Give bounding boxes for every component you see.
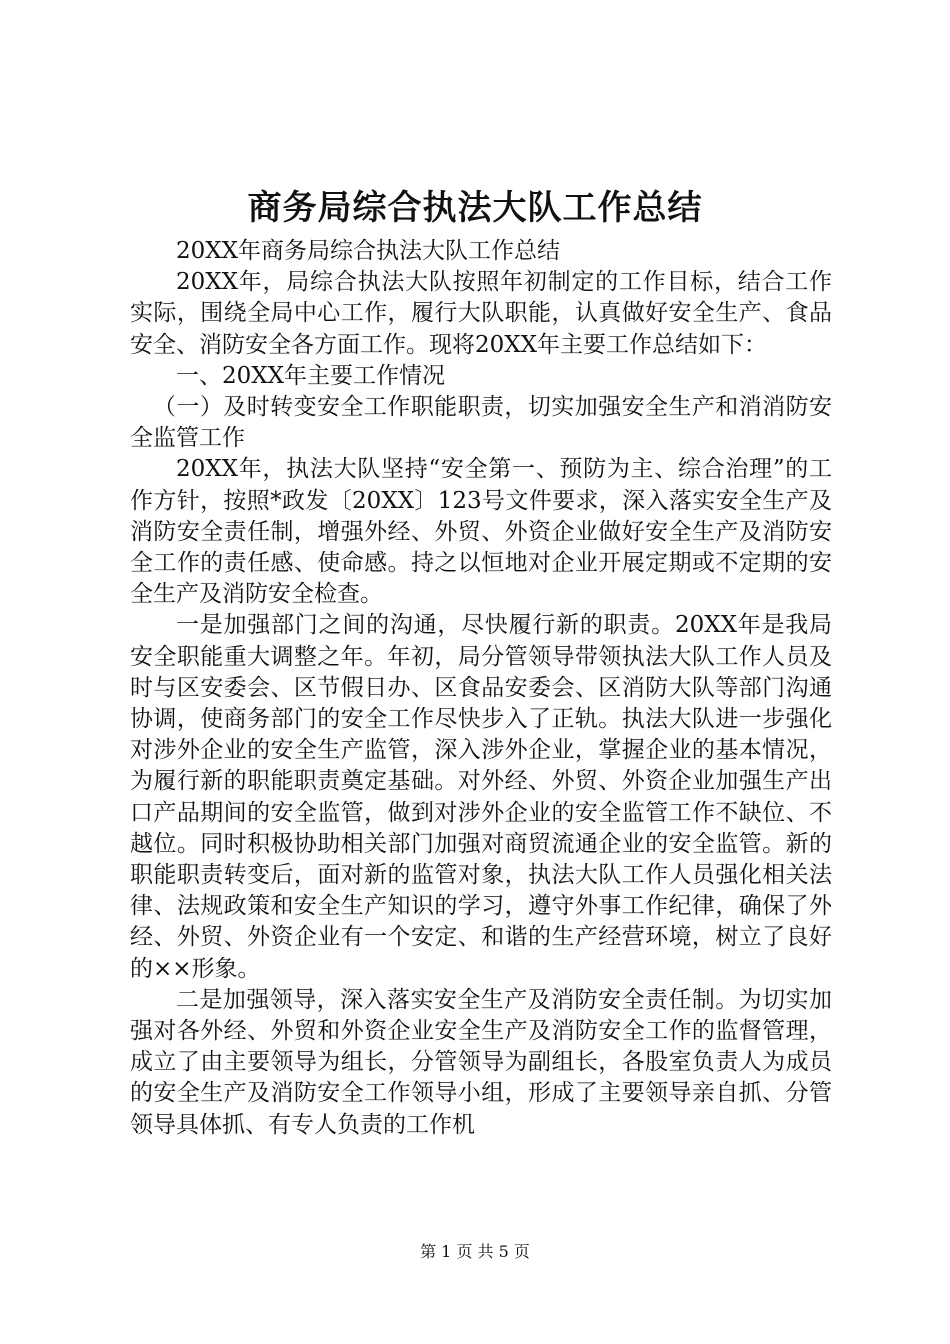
body-paragraph: 一是加强部门之间的沟通，尽快履行新的职责。20XX年是我局安全职能重大调整之年。年初，局分管领导带领执法大队工作人员及时与区安委会、区节假日办、区食品安委会、区消防大队等部门沟通协调，使商务部门的安全工作尽快步入了正轨。执法大队进一步强化对涉外企业的安全生产监管，深入涉外企业，掌握企业的基本情况，为履行新的职能职责奠定基础。对外经、外贸、外资企业加强生产出口产品期间的安全监管，做到对涉外企业的安全监管工作不缺位、不越位。同时积极协助相关部门加强对商贸流通企业的安全监管。新的职能职责转变后，面对新的监管对象，执法大队工作人员强化相关法律、法规政策和安全生产知识的学习，遵守外事工作纪律，确保了外经、外贸、外资企业有一个安定、和谐的生产经营环境，树立了良好的××形象。 (130, 612, 832, 982)
body-paragraph: 20XX年，执法大队坚持“安全第一、预防为主、综合治理”的工作方针，按照*政发〔20XX〕123号文件要求，深入落实安全生产及消防安全责任制，增强外经、外贸、外资企业做好安全生产及消防安全工作的责任感、使命感。持之以恒地对企业开展定期或不定期的安全生产及消防安全检查。 (130, 456, 832, 608)
section-heading: 一、20XX年主要工作情况 (176, 362, 446, 389)
subsection-heading: （一）及时转变安全工作职能职责，切实加强安全生产和消消防安全监管工作 (130, 394, 832, 452)
intro-paragraph: 20XX年，局综合执法大队按照年初制定的工作目标，结合工作实际，围绕全局中心工作，履行大队职能，认真做好安全生产、食品安全、消防安全各方面工作。现将20XX年主要工作总结如下： (130, 269, 832, 358)
document-body (130, 236, 832, 1141)
page-number-footer: 第 1 页 共 5 页 (420, 1242, 530, 1261)
subtitle-paragraph: 20XX年商务局综合执法大队工作总结 (176, 238, 561, 264)
body-paragraph: 二是加强领导，深入落实安全生产及消防安全责任制。为切实加强对各外经、外贸和外资企业安全生产及消防安全工作的监督管理，成立了由主要领导为组长，分管领导为副组长，各股室负责人为成员的安全生产及消防安全工作领导小组，形成了主要领导亲自抓、分管领导具体抓、有专人负责的工作机 (130, 986, 832, 1138)
document-title: 商务局综合执法大队工作总结 (247, 188, 703, 228)
